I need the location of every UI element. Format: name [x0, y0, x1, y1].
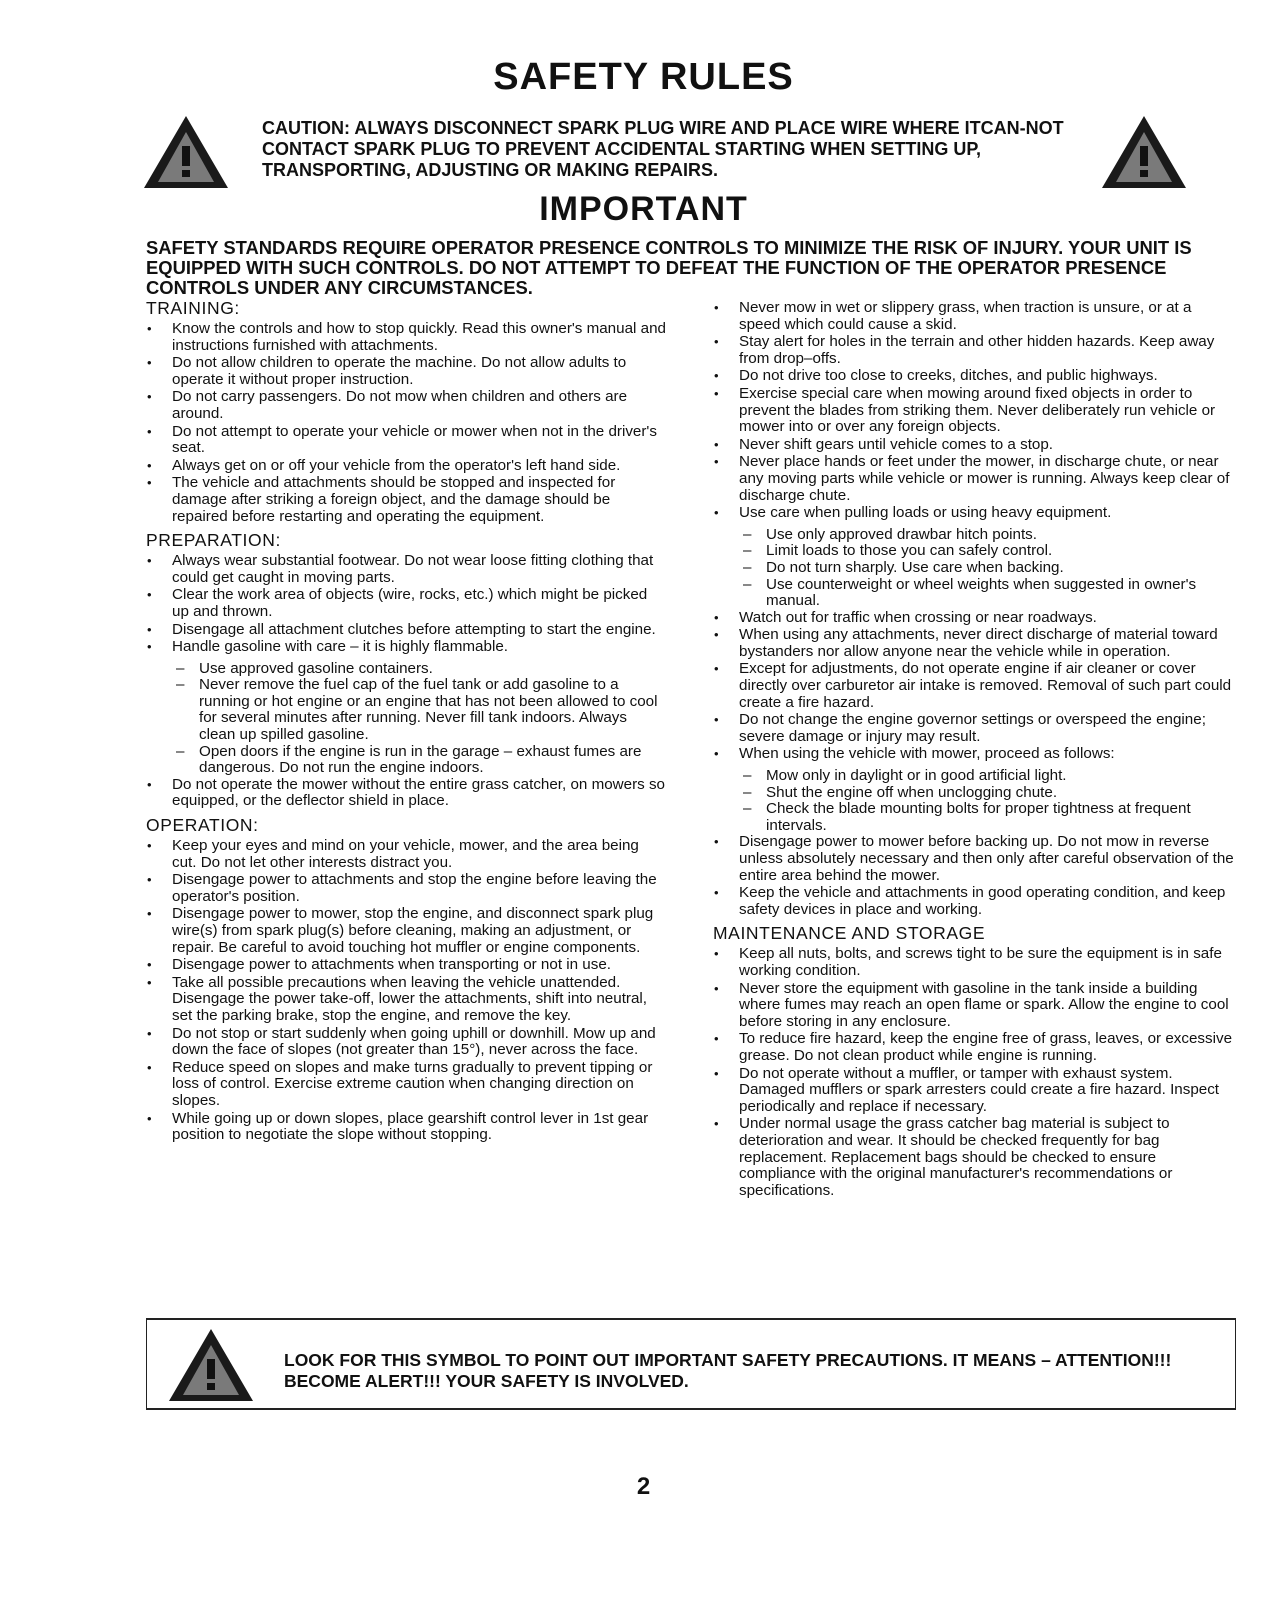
- list-item: • Exercise special care when mowing around fixed objects in order to prevent the blades from striking them. Never deliberately run vehicle or mower into or over any foreign objects.: [713, 386, 1235, 436]
- list-item: • Never store the equipment with gasoline in the tank inside a building where fumes may reach an open flame or spark. Allow the engine to cool before storing in any enclosure.: [713, 981, 1235, 1031]
- list-item: • Handle gasoline with care – it is highly flammable.: [146, 639, 666, 656]
- list-item: • Do not drive too close to creeks, ditches, and public highways.: [713, 368, 1235, 385]
- list-item: • Do not operate the mower without the entire grass catcher, on mowers so equipped, or the deflector shield in place.: [146, 777, 666, 810]
- list-item: • Never mow in wet or slippery grass, when traction is unsure, or at a speed which could cause a skid.: [713, 300, 1235, 333]
- warning-triangle-icon: [165, 1325, 257, 1405]
- gasoline-sublist: [146, 661, 666, 777]
- warning-triangle-icon: [140, 112, 232, 192]
- preparation-list: [146, 553, 666, 656]
- sub-list-item: – Check the blade mounting bolts for proper tightness at frequent intervals.: [713, 801, 1235, 834]
- sub-list-item: – Use counterweight or wheel weights when suggested in owner's manual.: [713, 577, 1235, 610]
- sub-list-item: – Use only approved drawbar hitch points.: [713, 527, 1235, 544]
- operation-list-continued: [713, 300, 1235, 522]
- maintenance-list: [713, 946, 1235, 1199]
- list-item: • Under normal usage the grass catcher bag material is subject to deterioration and wear. It should be checked frequently for bag replacement. Replacement bags should be checked to ensure compliance with the original manufacturer's recommendations or specifications.: [713, 1116, 1235, 1199]
- sub-list-item: – Shut the engine off when unclogging chute.: [713, 785, 1235, 802]
- list-item: • When using any attachments, never direct discharge of material toward bystanders nor allow anyone near the vehicle while in operation.: [713, 627, 1235, 660]
- list-item: • Take all possible precautions when leaving the vehicle unattended. Disengage the power take-off, lower the attachments, shift into neutral, set the parking brake, stop the engine, and remove the key.: [146, 975, 666, 1025]
- maintenance-heading: MAINTENANCE AND STORAGE: [713, 923, 986, 944]
- list-item: • Disengage all attachment clutches before attempting to start the engine.: [146, 622, 666, 639]
- list-item: • Do not attempt to operate your vehicle or mower when not in the driver's seat.: [146, 424, 666, 457]
- list-item: • Always get on or off your vehicle from the operator's left hand side.: [146, 458, 666, 475]
- operator-presence-statement: SAFETY STANDARDS REQUIRE OPERATOR PRESENCE CONTROLS TO MINIMIZE THE RISK OF INJURY. YOUR UNIT IS EQUIPPED WITH SUCH CONTROLS. DO NOT ATTEMPT TO DEFEAT THE FUNCTION OF THE OPERATOR PRESENCE CONTROLS UNDER ANY CIRCUMSTANCES.: [146, 237, 1192, 298]
- list-item: • Keep all nuts, bolts, and screws tight to be sure the equipment is in safe working condition.: [713, 946, 1235, 979]
- page-number: 2: [636, 1473, 651, 1500]
- preparation-list-end: [146, 777, 666, 810]
- list-item: • To reduce fire hazard, keep the engine free of grass, leaves, or excessive grease. Do not clean product while engine is running.: [713, 1031, 1235, 1064]
- list-item: • Keep your eyes and mind on your vehicle, mower, and the area being cut. Do not let other interests distract you.: [146, 838, 666, 871]
- list-item: • Do not change the engine governor settings or overspeed the engine; severe damage or injury may result.: [713, 712, 1235, 745]
- list-item: • Always wear substantial footwear. Do not wear loose fitting clothing that could get caught in moving parts.: [146, 553, 666, 586]
- list-item: • Except for adjustments, do not operate engine if air cleaner or cover directly over carburetor air intake is removed. Removal of such part could create a fire hazard.: [713, 661, 1235, 711]
- list-item: • Stay alert for holes in the terrain and other hidden hazards. Keep away from drop–offs.: [713, 334, 1235, 367]
- safety-symbol-box: [146, 1318, 1236, 1410]
- operation-list: [146, 838, 666, 1144]
- list-item: • Know the controls and how to stop quickly. Read this owner's manual and instructions furnished with attachments.: [146, 321, 666, 354]
- sub-list-item: – Limit loads to those you can safely control.: [713, 543, 1235, 560]
- list-item: • Do not stop or start suddenly when going uphill or downhill. Mow up and down the face of slopes (not greater than 15°), never across the face.: [146, 1026, 666, 1059]
- list-item: • When using the vehicle with mower, proceed as follows:: [713, 746, 1235, 763]
- list-item: • Watch out for traffic when crossing or near roadways.: [713, 610, 1235, 627]
- important-heading: IMPORTANT: [539, 190, 748, 228]
- list-item: • Do not allow children to operate the machine. Do not allow adults to operate it without proper instruction.: [146, 355, 666, 388]
- list-item: • The vehicle and attachments should be stopped and inspected for damage after striking a foreign object, and the damage should be repaired before restarting and operating the equipment.: [146, 475, 666, 525]
- list-item: • Never shift gears until vehicle comes to a stop.: [713, 437, 1235, 454]
- training-list: [146, 321, 666, 525]
- list-item: • Use care when pulling loads or using heavy equipment.: [713, 505, 1235, 522]
- list-item: • Keep the vehicle and attachments in good operating condition, and keep safety devices in place and working.: [713, 885, 1235, 918]
- list-item: • Never place hands or feet under the mower, in discharge chute, or near any moving parts while vehicle or mower is running. Always keep clear of discharge chute.: [713, 454, 1235, 504]
- left-column: [146, 298, 666, 1149]
- sub-list-item: – Mow only in daylight or in good artificial light.: [713, 768, 1235, 785]
- list-item: • Disengage power to mower before backing up. Do not mow in reverse unless absolutely necessary and then only after careful observation of the entire area behind the mower.: [713, 834, 1235, 884]
- page-title: SAFETY RULES: [493, 56, 794, 98]
- list-item: • Disengage power to mower, stop the engine, and disconnect spark plug wire(s) from spark plug(s) before cleaning, making an adjustment, or repair. Be careful to avoid touching hot muffler or engine components.: [146, 906, 666, 956]
- operation-list-continued-2: [713, 610, 1235, 763]
- operation-list-continued-3: [713, 834, 1235, 918]
- list-item: • Do not operate without a muffler, or tamper with exhaust system. Damaged mufflers or spark arresters could create a fire hazard. Inspect periodically and replace if necessary.: [713, 1066, 1235, 1116]
- list-item: • Do not carry passengers. Do not mow when children and others are around.: [146, 389, 666, 422]
- sub-list-item: – Use approved gasoline containers.: [146, 661, 666, 678]
- list-item: • Clear the work area of objects (wire, rocks, etc.) which might be picked up and thrown.: [146, 587, 666, 620]
- caution-statement: CAUTION: ALWAYS DISCONNECT SPARK PLUG WIRE AND PLACE WIRE WHERE ITCAN-NOT CONTACT SPARK PLUG TO PREVENT ACCIDENTAL STARTING WHEN SETTING UP, TRANSPORTING, ADJUSTING OR MAKING REPAIRS.: [262, 118, 1064, 180]
- list-item: • While going up or down slopes, place gearshift control lever in 1st gear position to negotiate the slope without stopping.: [146, 1111, 666, 1144]
- list-item: • Disengage power to attachments and stop the engine before leaving the operator's position.: [146, 872, 666, 905]
- sub-list-item: – Do not turn sharply. Use care when backing.: [713, 560, 1235, 577]
- loads-sublist: [713, 527, 1235, 610]
- training-heading: TRAINING:: [146, 298, 240, 318]
- mower-sublist: [713, 768, 1235, 834]
- safety-symbol-note: LOOK FOR THIS SYMBOL TO POINT OUT IMPORTANT SAFETY PRECAUTIONS. IT MEANS – ATTENTION!!! BECOME ALERT!!! YOUR SAFETY IS INVOLVED.: [284, 1350, 1172, 1391]
- list-item: • Disengage power to attachments when transporting or not in use.: [146, 957, 666, 974]
- preparation-heading: PREPARATION:: [146, 530, 281, 551]
- sub-list-item: – Open doors if the engine is run in the garage – exhaust fumes are dangerous. Do not run the engine indoors.: [146, 744, 666, 777]
- right-column: [713, 300, 1235, 1204]
- list-item: • Reduce speed on slopes and make turns gradually to prevent tipping or loss of control. Exercise extreme caution when changing direction on slopes.: [146, 1060, 666, 1110]
- sub-list-item: – Never remove the fuel cap of the fuel tank or add gasoline to a running or hot engine or an engine that has not been allowed to cool for several minutes after running. Never fill tank indoors. Always clean up spilled gasoline.: [146, 677, 666, 743]
- operation-heading: OPERATION:: [146, 815, 259, 836]
